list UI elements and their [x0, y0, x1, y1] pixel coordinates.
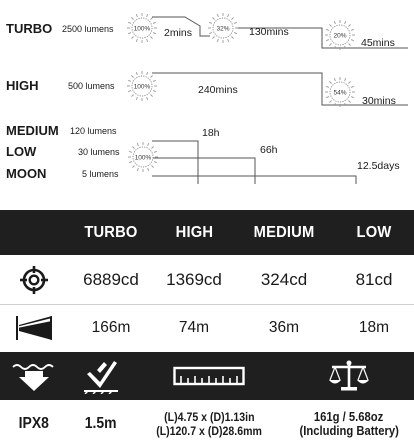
lumens-low: 30 lumens — [78, 147, 120, 157]
duration-high-1: 240mins — [198, 84, 238, 96]
svg-text:100%: 100% — [133, 25, 151, 33]
svg-text:100%: 100% — [134, 154, 152, 162]
beam-distance-icon — [14, 313, 54, 343]
mode-label-low: LOW — [6, 144, 37, 159]
intensity-low: 81cd — [355, 269, 393, 289]
distance-high: 74m — [178, 319, 210, 336]
impact-resistance: 1.5m — [85, 414, 117, 432]
intensity-medium: 324cd — [260, 269, 308, 289]
dimensions-mm: (L)120.7 x (D)28.6mm — [156, 423, 262, 438]
mode-label-turbo: TURBO — [6, 21, 53, 36]
distance-row — [0, 305, 414, 351]
duration-medium: 18h — [202, 127, 220, 139]
svg-text:20%: 20% — [333, 32, 347, 40]
ruler-icon — [173, 365, 245, 387]
mode-label-moon: MOON — [6, 166, 47, 181]
header-low: LOW — [356, 223, 392, 241]
intensity-row — [0, 255, 414, 304]
brightness-icon-high-54 — [325, 77, 355, 107]
spec-header-row — [0, 210, 414, 255]
svg-text:54%: 54% — [333, 89, 347, 97]
duration-turbo-2: 130mins — [249, 26, 289, 38]
property-icon-row — [0, 352, 414, 400]
spec-table — [0, 210, 414, 447]
svg-text:32%: 32% — [216, 25, 230, 33]
brightness-icon-shared-100 — [128, 142, 158, 172]
brightness-icon-turbo-20 — [325, 20, 355, 50]
runtime-diagram — [0, 0, 414, 205]
distance-medium: 36m — [268, 319, 300, 336]
intensity-turbo: 6889cd — [83, 269, 139, 289]
property-values-row — [0, 400, 414, 447]
header-turbo: TURBO — [84, 223, 138, 241]
lumens-medium: 120 lumens — [70, 126, 117, 136]
mode-label-medium: MEDIUM — [6, 123, 59, 138]
svg-text:100%: 100% — [133, 83, 151, 91]
header-medium: MEDIUM — [253, 223, 315, 241]
lumens-moon: 5 lumens — [82, 169, 119, 179]
duration-turbo-3: 45mins — [361, 37, 395, 49]
distance-low: 18m — [358, 319, 390, 336]
waterproof-icon — [11, 359, 57, 393]
duration-low: 66h — [260, 144, 278, 156]
waterproof-rating: IPX8 — [18, 414, 50, 432]
lumens-high: 500 lumens — [68, 81, 115, 91]
dimensions-inches: (L)4.75 x (D)1.13in — [163, 409, 255, 424]
duration-turbo-1: 2mins — [164, 27, 193, 39]
brightness-icon-high-100 — [127, 71, 157, 101]
duration-moon: 12.5days — [357, 160, 400, 172]
intensity-high: 1369cd — [166, 269, 222, 289]
weight-value: 161g / 5.68oz — [314, 409, 384, 424]
mode-label-high: HIGH — [6, 78, 39, 93]
target-icon — [19, 265, 49, 295]
scale-icon — [328, 359, 370, 393]
impact-drop-icon — [82, 358, 120, 394]
header-high: HIGH — [175, 223, 213, 241]
duration-high-2: 30mins — [362, 95, 396, 107]
lumens-turbo: 2500 lumens — [62, 24, 114, 34]
distance-turbo: 166m — [91, 319, 131, 336]
brightness-icon-turbo-100 — [127, 13, 157, 43]
brightness-icon-turbo-32 — [208, 13, 238, 43]
weight-note: (Including Battery) — [299, 423, 399, 438]
